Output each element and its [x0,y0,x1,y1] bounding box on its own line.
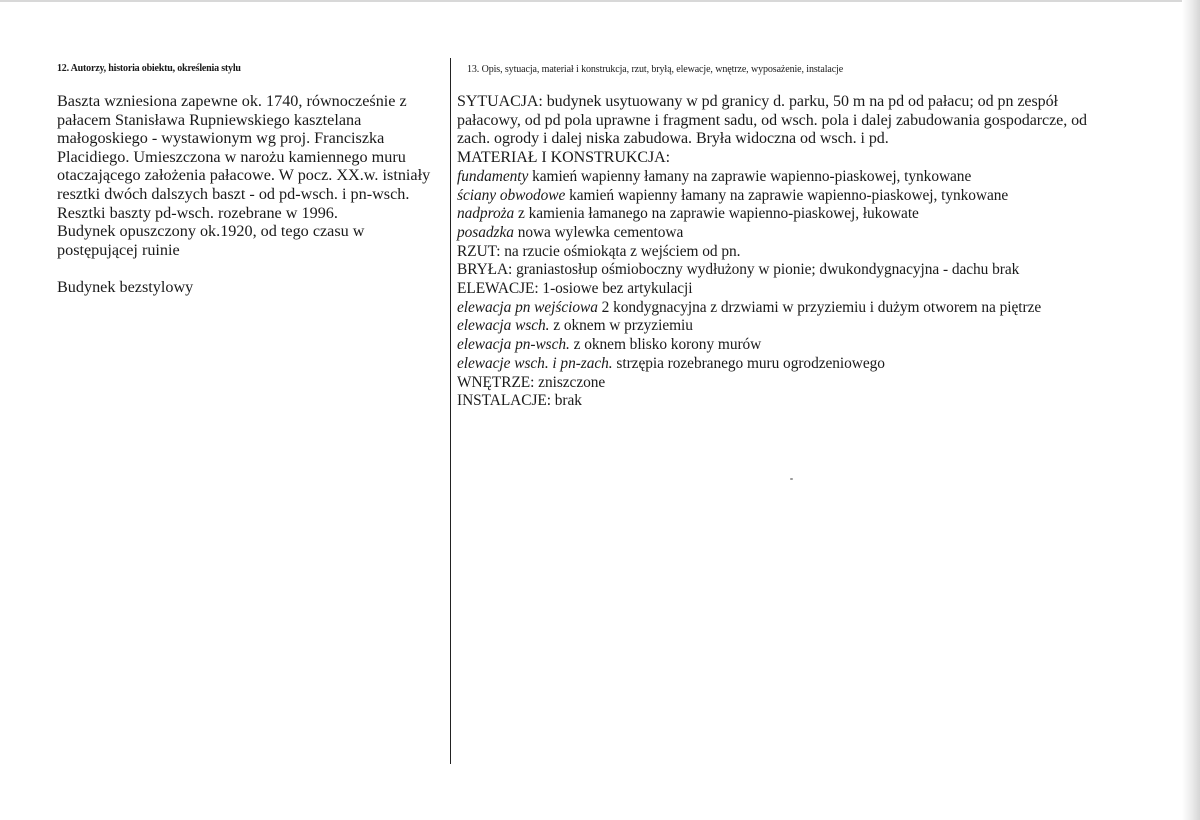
description-line [457,317,1157,336]
description-text: z oknem blisko korony murów [569,336,762,354]
description-term: elewacja pn-wsch. [457,336,570,354]
description-text: zach. ogrody i dalej niska zabudowa. Bryła widoczna od wsch. i pd. [457,130,889,148]
scan-speck [790,478,793,480]
description-heading: 13. Opis, sytuacja, materiał i konstrukcja, rzut, bryłą, elewacje, wnętrze, wyposażenie, instalacje [467,64,844,75]
description-text: z kamienia łamanego na zaprawie wapienno-piaskowej, łukowate [514,205,919,223]
description-text: INSTALACJE: brak [457,392,582,410]
description-line [457,205,1157,224]
description-text: nowa wylewka cementowa [513,223,684,241]
history-column [57,63,442,297]
description-text: ELEWACJE: 1-osiowe bez artykulacji [457,280,693,298]
description-line [457,243,1157,262]
description-term: ściany obwodowe [457,186,566,204]
description-term: elewacja wsch. [457,317,550,335]
description-term: posadzka [457,223,514,241]
history-line: Baszta wzniesiona zapewne ok. 1740, równocześnie z [57,92,407,110]
description-text: strzępia rozebranego muru ogrodzeniowego [612,354,885,372]
description-line [457,187,1157,206]
description-text: SYTUACJA: budynek usytuowany w pd granicy d. parku, 50 m na pd od pałacu; od pn zespół [457,93,1058,110]
history-line: pałacem Stanisława Rupniewskiego kasztelana [57,110,362,129]
description-line [457,336,1157,355]
description-line [457,355,1157,374]
description-line [457,168,1157,187]
history-line: małogoskiego - wystawionym wg proj. Franciszka [57,129,385,148]
description-line [457,280,1157,299]
description-text: BRYŁA: graniastosłup ośmioboczny wydłużony w pionie; dwukondygnacyjna - dachu brak [457,261,1020,279]
description-body [457,93,1157,411]
description-line [457,392,1157,411]
history-line: Resztki baszty pd-wsch. rozebrane w 1996. [57,203,338,222]
description-term: nadproża [457,205,515,223]
description-line [457,224,1157,243]
description-line [457,261,1157,280]
description-text: MATERIAŁ I KONSTRUKCJA: [457,149,671,167]
scan-shadow-edge [1182,0,1200,820]
description-term: elewacja pn wejściowa [457,298,598,316]
history-heading: 12. Autorzy, historia obiektu, określenia stylu [57,63,241,74]
description-line [457,112,1157,131]
description-line [457,374,1157,393]
history-paragraph [57,92,442,297]
description-text: z oknem w przyziemiu [549,317,693,335]
description-text: kamień wapienny łamany na zaprawie wapienno-piaskowej, tynkowane [565,186,1009,204]
page-top-edge [0,0,1200,2]
column-divider [450,58,451,764]
description-column [457,64,1157,411]
description-text: 2 kondygnacyjna z drzwiami w przyziemiu i dużym otworem na piętrze [597,298,1042,316]
description-line [457,130,1157,149]
description-term: elewacje wsch. i pn-zach. [457,354,613,372]
history-line: Budynek opuszczony ok.1920, od tego czasu w [57,222,365,241]
description-line [457,299,1157,318]
description-line [457,149,1157,168]
description-line [457,93,1157,112]
description-term: fundamenty [457,167,529,185]
style-note: Budynek bezstylowy [57,277,194,296]
history-line: Placidiego. Umieszczona w narożu kamiennego muru [57,147,406,166]
description-text: kamień wapienny łamany na zaprawie wapienno-piaskowej, tynkowane [528,167,972,185]
description-text: WNĘTRZE: zniszczone [457,373,606,391]
description-text: pałacowy, od pd pola uprawne i fragment sadu, od wsch. pola i dalej zabudowania gospodarcze, od [457,111,1088,129]
history-line: postępującej ruinie [57,240,180,259]
history-line: otaczającego założenia pałacowe. W pocz. XX.w. istniały [57,166,431,185]
history-line: resztki dwóch dalszych baszt - od pd-wsch. i pn-wsch. [57,184,410,203]
description-text: RZUT: na rzucie ośmiokąta z wejściem od pn. [457,242,741,260]
